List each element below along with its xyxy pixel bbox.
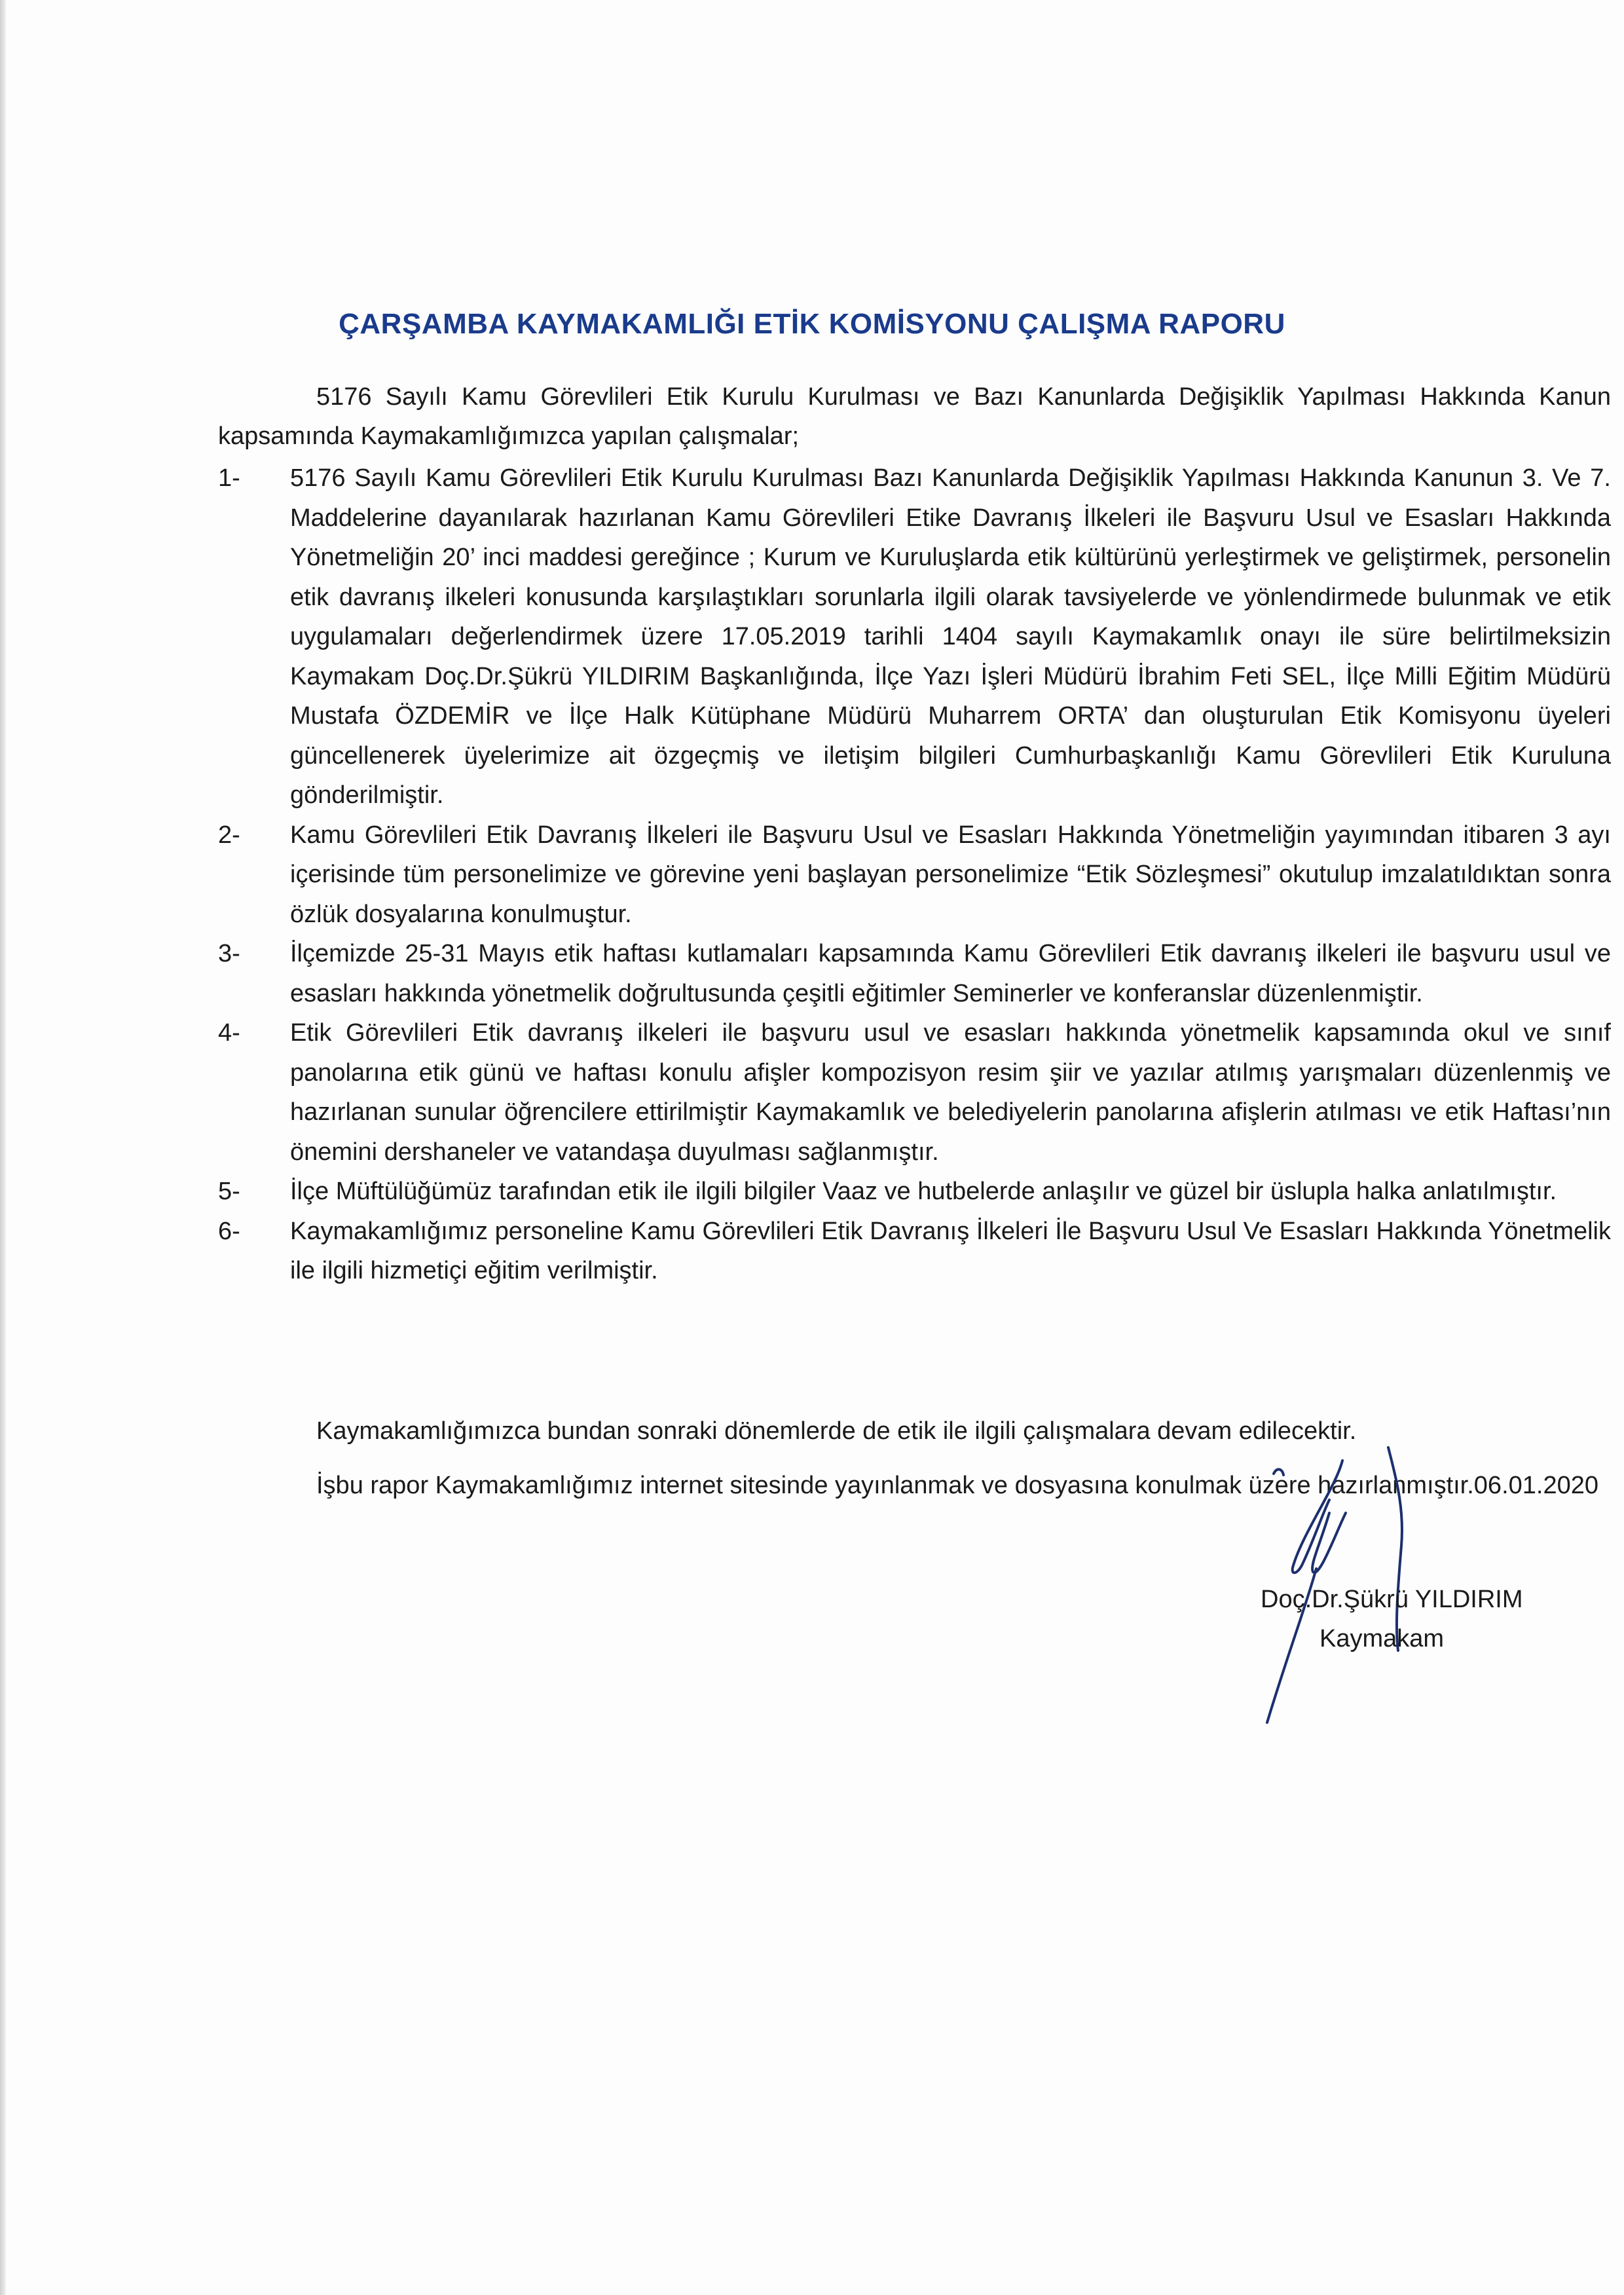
signatory-name: Doç.Dr.Şükrü YILDIRIM xyxy=(1261,1586,1523,1613)
item-number: 4- xyxy=(218,1019,240,1047)
item-text: İlçe Müftülüğümüz tarafından etik ile ilgili bilgiler Vaaz ve hutbelerde anlaşılır ve güzel bir üslupla halka anlatılmıştır. xyxy=(290,1178,1557,1205)
item-text: 5176 Sayılı Kamu Görevlileri Etik Kurulu Kurulması Bazı Kanunlarda Değişiklik Yapılması Hakkında Kanunun 3. Ve 7. Maddelerine dayanılarak hazırlanan Kamu Görevlileri Etike Davranış İlkeleri ile Başvuru Usul ve Esasları Hakkında Yönetmeliğin 20’ inci maddesi gereğince ; Kurum ve Kuruluşlarda etik kültürünü yerleştirmek ve geliştirmek, personelin etik davranış ilkeleri konusunda karşılaştıkları sorunlarla ilgili olarak tavsiyelerde ve yönlendirmede bulunmak ve etik uygulamaları değerlendirmek üzere 17.05.2019 tarihli 1404 sayılı Kaymakamlık onayı ile süre belirtilmeksizin Kaymakam Doç.Dr.Şükrü YILDIRIM Başkanlığında, İlçe Yazı İşleri Müdürü İbrahim Feti SEL, İlçe Milli Eğitim Müdürü Mustafa ÖZDEMİR ve İlçe Halk Kütüphane Müdürü Muharrem ORTA’ dan oluşturulan Etik Komisyonu üyeleri güncellenerek üyelerimize ait özgeçmiş ve iletişim bilgileri Cumhurbaşkanlığı Kamu Görevlileri Etik Kuruluna gönderilmiştir. xyxy=(290,464,1611,809)
list-item xyxy=(218,1212,1611,1291)
item-number: 5- xyxy=(218,1178,240,1205)
closing-paragraph-purpose: İşbu rapor Kaymakamlığımız internet sitesinde yayınlanmak ve dosyasına konulmak üzere hazırlanmıştır.06.01.2020 xyxy=(316,1472,1598,1499)
list-item xyxy=(218,934,1611,1013)
item-number: 1- xyxy=(218,464,240,492)
scan-edge-shadow xyxy=(0,0,6,2295)
intro-paragraph: 5176 Sayılı Kamu Görevlileri Etik Kurulu Kurulması ve Bazı Kanunlarda Değişiklik Yapılması Hakkında Kanun kapsamında Kaymakamlığımızca yapılan çalışmalar; xyxy=(218,383,1611,450)
report-items-list xyxy=(218,458,1611,1291)
item-number: 6- xyxy=(218,1217,240,1245)
item-text: Etik Görevlileri Etik davranış ilkeleri ile başvuru usul ve esasları hakkında yönetmelik kapsamında okul ve sınıf panolarına etik günü ve haftası konulu afişler kompozisyon resim şiir ve yazılar atılmış yarışmaları düzenlenmiş ve hazırlanan sunular öğrencilere ettirilmiştir Kaymakamlık ve belediyelerin panolarına afişlerin atılması ve etik Haftası’nın önemini dershaneler ve vatandaşa duyulması sağlanmıştır. xyxy=(290,1019,1611,1166)
item-text: İlçemizde 25-31 Mayıs etik haftası kutlamaları kapsamında Kamu Görevlileri Etik davranış ilkeleri ile başvuru usul ve esasları hakkında yönetmelik doğrultusunda çeşitli eğitimler Seminerler ve konferanslar düzenlenmiştir. xyxy=(290,940,1611,1007)
list-item xyxy=(218,815,1611,935)
item-number: 3- xyxy=(218,940,240,967)
list-item xyxy=(218,1172,1611,1212)
closing-paragraph-continuation: Kaymakamlığımızca bundan sonraki dönemlerde de etik ile ilgili çalışmalara devam edilecektir. xyxy=(316,1417,1357,1445)
document-title: ÇARŞAMBA KAYMAKAMLIĞI ETİK KOMİSYONU ÇALIŞMA RAPORU xyxy=(339,308,1285,340)
item-number: 2- xyxy=(218,821,240,849)
item-text: Kaymakamlığımız personeline Kamu Görevlileri Etik Davranış İlkeleri İle Başvuru Usul Ve Esasları Hakkında Yönetmelik ile ilgili hizmetiçi eğitim verilmiştir. xyxy=(290,1217,1611,1284)
signatory-title: Kaymakam xyxy=(1320,1625,1445,1652)
item-text: Kamu Görevlileri Etik Davranış İlkeleri ile Başvuru Usul ve Esasları Hakkında Yönetmeliğin yayımından itibaren 3 ayı içerisinde tüm personelimize ve görevine yeni başlayan personelimize “Etik Sözleşmesi” okutulup imzalatıldıktan sonra özlük dosyalarına konulmuştur. xyxy=(290,821,1611,928)
list-item xyxy=(218,458,1611,815)
signature-block xyxy=(1247,1580,1588,1658)
list-item xyxy=(218,1013,1611,1172)
